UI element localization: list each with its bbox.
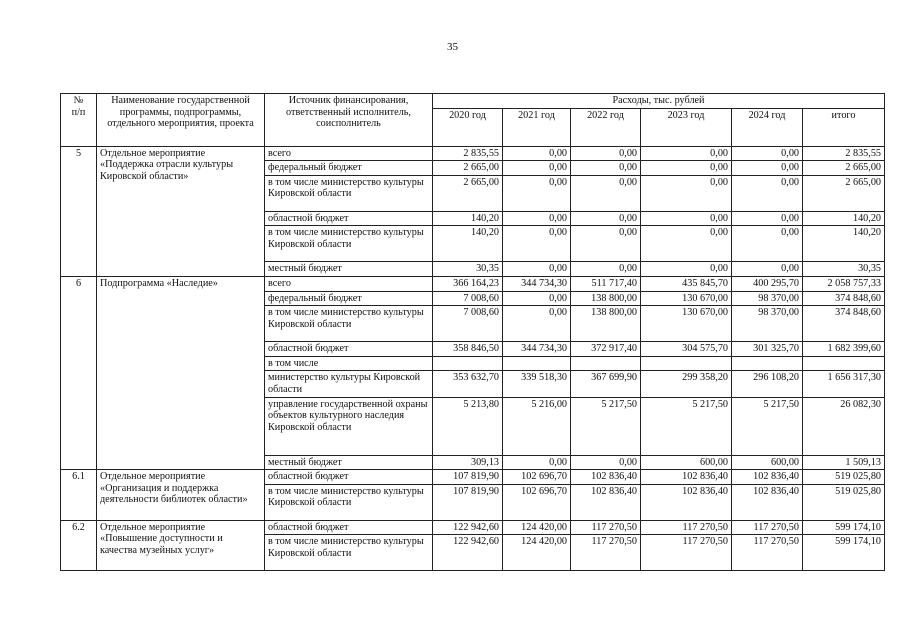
year-value: 435 845,70	[641, 276, 732, 291]
header-name: Наименование государственной программы, подпрограммы, отдельного мероприятия, проекта	[97, 94, 265, 147]
year-value: 0,00	[571, 161, 641, 176]
header-year: 2022 год	[571, 108, 641, 146]
year-value: 0,00	[571, 262, 641, 277]
year-value: 5 217,50	[641, 397, 732, 455]
funding-source: в том числе	[265, 356, 433, 371]
year-value: 299 358,20	[641, 371, 732, 397]
row-number: 6.1	[61, 470, 97, 521]
year-value	[503, 356, 571, 371]
row-number: 6.2	[61, 520, 97, 571]
year-value: 122 942,60	[433, 535, 503, 571]
year-value: 0,00	[503, 291, 571, 306]
year-value: 0,00	[641, 146, 732, 161]
year-value: 102 696,70	[503, 484, 571, 520]
total-value: 519 025,80	[803, 470, 885, 485]
year-value: 117 270,50	[641, 535, 732, 571]
total-value: 599 174,10	[803, 535, 885, 571]
row-number: 5	[61, 146, 97, 276]
year-value	[433, 356, 503, 371]
funding-source: в том числе министерство культуры Кировской области	[265, 484, 433, 520]
year-value: 140,20	[433, 226, 503, 262]
year-value: 5 213,80	[433, 397, 503, 455]
year-value: 130 670,00	[641, 291, 732, 306]
year-value: 367 699,90	[571, 371, 641, 397]
year-value: 102 836,40	[571, 470, 641, 485]
funding-source: областной бюджет	[265, 470, 433, 485]
year-value: 98 370,00	[732, 306, 803, 342]
year-value: 117 270,50	[732, 535, 803, 571]
header-total: итого	[803, 108, 885, 146]
year-value: 0,00	[503, 455, 571, 470]
year-value: 102 836,40	[732, 484, 803, 520]
total-value: 26 082,30	[803, 397, 885, 455]
program-name: Подпрограмма «Наследие»	[97, 276, 265, 469]
table-row	[61, 276, 885, 291]
year-value: 0,00	[641, 211, 732, 226]
total-value	[803, 356, 885, 371]
year-value	[641, 356, 732, 371]
year-value: 511 717,40	[571, 276, 641, 291]
year-value: 138 800,00	[571, 306, 641, 342]
year-value: 130 670,00	[641, 306, 732, 342]
year-value: 309,13	[433, 455, 503, 470]
year-value: 0,00	[571, 226, 641, 262]
header-year: 2023 год	[641, 108, 732, 146]
year-value: 0,00	[503, 146, 571, 161]
year-value: 0,00	[732, 226, 803, 262]
year-value: 0,00	[503, 226, 571, 262]
year-value: 304 575,70	[641, 342, 732, 357]
funding-source: управление государственной охраны объектов культурного наследия Кировской области	[265, 397, 433, 455]
year-value: 0,00	[732, 146, 803, 161]
table-row	[61, 520, 885, 535]
year-value: 2 665,00	[433, 161, 503, 176]
year-value	[732, 356, 803, 371]
year-value: 0,00	[641, 226, 732, 262]
total-value: 2 835,55	[803, 146, 885, 161]
funding-source: в том числе министерство культуры Кировской области	[265, 175, 433, 211]
funding-source: всего	[265, 146, 433, 161]
year-value: 2 835,55	[433, 146, 503, 161]
year-value: 5 217,50	[571, 397, 641, 455]
total-value: 599 174,10	[803, 520, 885, 535]
total-value: 2 058 757,33	[803, 276, 885, 291]
year-value: 2 665,00	[433, 175, 503, 211]
funding-source: местный бюджет	[265, 262, 433, 277]
header-year: 2024 год	[732, 108, 803, 146]
row-number: 6	[61, 276, 97, 469]
year-value: 358 846,50	[433, 342, 503, 357]
year-value: 7 008,60	[433, 291, 503, 306]
year-value: 102 836,40	[641, 470, 732, 485]
program-name: Отдельное мероприятие «Организация и поддержка деятельности библиотек области»	[97, 470, 265, 521]
year-value: 0,00	[503, 175, 571, 211]
year-value: 296 108,20	[732, 371, 803, 397]
funding-source: областной бюджет	[265, 342, 433, 357]
header-expenses: Расходы, тыс. рублей	[433, 94, 885, 109]
funding-source: федеральный бюджет	[265, 291, 433, 306]
total-value: 30,35	[803, 262, 885, 277]
year-value: 102 696,70	[503, 470, 571, 485]
year-value: 0,00	[732, 262, 803, 277]
table-body	[61, 146, 885, 571]
year-value: 124 420,00	[503, 520, 571, 535]
year-value: 0,00	[732, 211, 803, 226]
total-value: 1 656 317,30	[803, 371, 885, 397]
page-number: 35	[447, 41, 458, 53]
year-value: 0,00	[503, 211, 571, 226]
total-value: 1 509,13	[803, 455, 885, 470]
funding-source: всего	[265, 276, 433, 291]
total-value: 2 665,00	[803, 161, 885, 176]
year-value: 0,00	[503, 306, 571, 342]
year-value: 117 270,50	[641, 520, 732, 535]
header-year: 2020 год	[433, 108, 503, 146]
funding-source: местный бюджет	[265, 455, 433, 470]
year-value: 30,35	[433, 262, 503, 277]
year-value: 138 800,00	[571, 291, 641, 306]
year-value: 5 217,50	[732, 397, 803, 455]
year-value: 98 370,00	[732, 291, 803, 306]
year-value	[571, 356, 641, 371]
year-value: 0,00	[571, 146, 641, 161]
year-value: 0,00	[641, 161, 732, 176]
total-value: 2 665,00	[803, 175, 885, 211]
year-value: 0,00	[571, 175, 641, 211]
program-name: Отдельное мероприятие «Повышение доступности и качества музейных услуг»	[97, 520, 265, 571]
header-source: Источник финансирования, ответственный исполнитель, соисполнитель	[265, 94, 433, 147]
year-value: 339 518,30	[503, 371, 571, 397]
total-value: 519 025,80	[803, 484, 885, 520]
year-value: 600,00	[641, 455, 732, 470]
year-value: 0,00	[641, 262, 732, 277]
table-row	[61, 470, 885, 485]
year-value: 117 270,50	[571, 520, 641, 535]
total-value: 140,20	[803, 226, 885, 262]
budget-table	[60, 93, 885, 571]
year-value: 140,20	[433, 211, 503, 226]
year-value: 0,00	[641, 175, 732, 211]
total-value: 374 848,60	[803, 291, 885, 306]
total-value: 140,20	[803, 211, 885, 226]
year-value: 0,00	[503, 262, 571, 277]
program-name: Отдельное мероприятие «Поддержка отрасли культуры Кировской области»	[97, 146, 265, 276]
year-value: 0,00	[732, 161, 803, 176]
year-value: 5 216,00	[503, 397, 571, 455]
year-value: 344 734,30	[503, 276, 571, 291]
year-value: 301 325,70	[732, 342, 803, 357]
year-value: 400 295,70	[732, 276, 803, 291]
year-value: 372 917,40	[571, 342, 641, 357]
year-value: 117 270,50	[732, 520, 803, 535]
header-year: 2021 год	[503, 108, 571, 146]
year-value: 344 734,30	[503, 342, 571, 357]
year-value: 600,00	[732, 455, 803, 470]
table-row	[61, 146, 885, 161]
year-value: 0,00	[732, 175, 803, 211]
year-value: 102 836,40	[641, 484, 732, 520]
year-value: 0,00	[571, 211, 641, 226]
year-value: 102 836,40	[571, 484, 641, 520]
total-value: 374 848,60	[803, 306, 885, 342]
year-value: 0,00	[571, 455, 641, 470]
year-value: 7 008,60	[433, 306, 503, 342]
year-value: 117 270,50	[571, 535, 641, 571]
year-value: 0,00	[503, 161, 571, 176]
year-value: 107 819,90	[433, 484, 503, 520]
year-value: 102 836,40	[732, 470, 803, 485]
year-value: 366 164,23	[433, 276, 503, 291]
funding-source: областной бюджет	[265, 211, 433, 226]
header-num: № п/п	[61, 94, 97, 147]
funding-source: федеральный бюджет	[265, 161, 433, 176]
year-value: 124 420,00	[503, 535, 571, 571]
funding-source: в том числе министерство культуры Кировской области	[265, 306, 433, 342]
total-value: 1 682 399,60	[803, 342, 885, 357]
year-value: 122 942,60	[433, 520, 503, 535]
funding-source: министерство культуры Кировской области	[265, 371, 433, 397]
year-value: 107 819,90	[433, 470, 503, 485]
funding-source: в том числе министерство культуры Кировской области	[265, 535, 433, 571]
funding-source: в том числе министерство культуры Кировской области	[265, 226, 433, 262]
year-value: 353 632,70	[433, 371, 503, 397]
funding-source: областной бюджет	[265, 520, 433, 535]
